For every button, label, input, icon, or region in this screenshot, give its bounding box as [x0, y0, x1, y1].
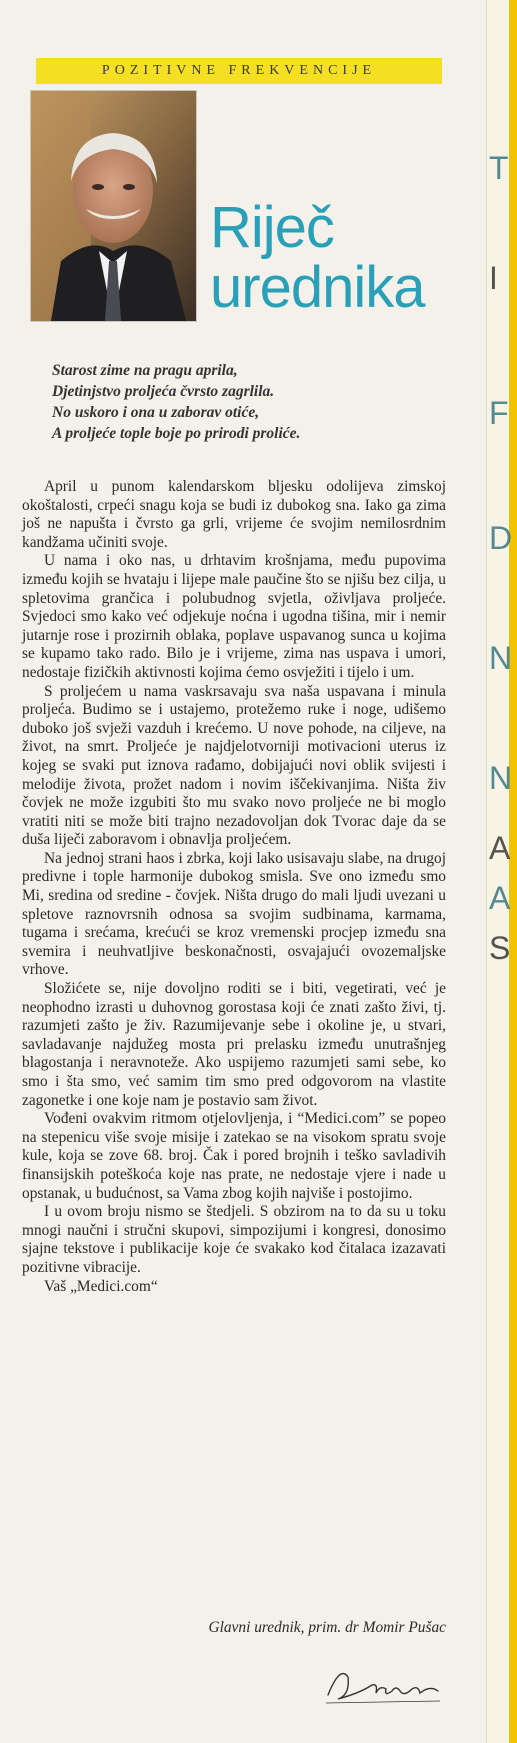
editor-credit: Glavni urednik, prim. dr Momir Pušac	[208, 1619, 446, 1636]
background-ghost-text	[260, 90, 420, 104]
handwritten-signature	[320, 1655, 460, 1715]
bleed-glyph: I	[489, 260, 498, 296]
poem-line: No uskoro i ona u zaborav otiće,	[52, 404, 260, 421]
article-title	[210, 195, 450, 320]
paragraph: U nama i oko nas, u drhtavim krošnjama, među pupovima između kojih se hvataju i lijepe male paučine što se njišu bez cilja, u spletovima grančica i polubudnog svjetla, oživljava proljeće. Svjedoci smo kako već odjekuje noćna i ugodna tišina, mir i nemir jutarnje rose i prozirnih oblaka, poplave uspavanog sunca u kojima se kupamo tako rado. Bilo je i vrijeme, zima nas uspava i umori, nedostaje fizičkih aktivnosti kojima ćemo osvježiti i tijelo i um.	[22, 552, 446, 681]
paragraph: I u ovom broju nismo se štedjeli. S obzirom na to da su u toku mnogi naučni i stručni skupovi, simpozijumi i kongresi, donosimo sjajne tekstove i publikacije koje će svakako kod čitalaca izazavati pozitivne vibracije.	[22, 1203, 446, 1276]
bleed-glyph: N	[489, 640, 513, 676]
paragraph: April u punom kalendarskom bljesku odolijeva zimskoj okoštalosti, crpeći snagu koja se budi iz dubokog sna. Iako ga zima još ne napušta i čvrsto ga grli, vrijeme će svojim nemilosrdnim kandžama učiniti svoje.	[22, 478, 446, 551]
paragraph: Vođeni ovakvim ritmom otjelovljenja, i “Medici.com” se popeo na stepenicu više svoje misije i zatekao se na visokom spratu svoje kule, koja se zove 68. broj. Čak i pored brojnih i teško savladivih finansijskih poteškoća koje nas prate, ne nedostaje vjere i nade u opstanak, u budućnost, sa Vama zbog kojih najviše i postojimo.	[22, 1110, 446, 1202]
title-line-1: Riječ	[210, 195, 334, 260]
bleed-glyph: F	[489, 395, 509, 431]
next-page-bleed	[486, 0, 517, 1743]
bleed-glyph: A	[489, 880, 511, 916]
paragraph: S proljećem u nama vaskrsavaju sva naša uspavana i minula proljeća. Budimo se i ustajemo, protežemo ruke i noge, udišemo duboko još svježi vazduh i krećemo. U nove pohode, na ciljeve, na život, na smrt. Proljeće je najdjelotvorniji motivacioni uterus iz kojeg se svaki put iznova rađamo, dobijajući novi oblik svijesti i melodije života, prožet nadom i novim iščekivanjima. Ništa živ čovjek ne može izgubiti što mu svako novo proljeće ne bi moglo vratiti niti se može biti trajno nezadovoljan dok Tvorac daje da se duša liječi zaboravom i obnavlja proljećem.	[22, 682, 446, 849]
bleed-glyph: A	[489, 830, 511, 866]
editor-photo	[30, 90, 197, 322]
paragraph: Složićete se, nije dovoljno roditi se i biti, vegetirati, već je neophodno izrasti u duhovnog gorostasa koji će znati zašto živi, tj. razumjeti zašto je živ. Razumijevanje sebe i okoline je, u stvari, savladavanje najdužeg mosta pri prelasku između unutrašnjeg blagostanja i neravnoteže. Ako uspijemo razumjeti sami sebe, ko smo i šta smo, već samim tim smo pred odgovorom na vlastite zagonetke i one koje nam je postavio sam život.	[22, 980, 446, 1109]
paragraph: Na jednoj strani haos i zbrka, koji lako usisavaju slabe, na drugoj predivne i tople harmonije dubokog smisla. Sve ono između smo Mi, sredina od sredine - čovjek. Ništa drugo do mali ljudi uvezani u spletove raznovrsnih odnosa sa svojim sudbinama, karmama, tugama i srećama, krećući se kroz vremenski procjep između sna svemira i neuhvatljive beskonačnosti, osvajajući ovozemaljske vrhove.	[22, 849, 446, 979]
poem-line: Starost zime na pragu aprila,	[52, 362, 238, 379]
bleed-glyph: T	[489, 150, 509, 186]
title-line-2: urednika	[210, 255, 425, 320]
poem	[52, 360, 442, 444]
poem-line: Djetinjstvo proljeća čvrsto zagrlila.	[52, 383, 275, 400]
bleed-glyph: S	[489, 930, 511, 966]
poem-line: A proljeće tople boje po prirodi proliće.	[52, 425, 301, 442]
closing-line: Vaš „Medici.com“	[44, 1277, 158, 1295]
page-edge-stripe	[509, 0, 517, 1743]
section-label: POZITIVNE FREKVENCIJE	[101, 63, 377, 78]
article-body	[22, 478, 446, 1296]
section-banner	[36, 58, 442, 84]
bleed-glyph: N	[489, 760, 513, 796]
bleed-glyph: D	[489, 520, 513, 556]
